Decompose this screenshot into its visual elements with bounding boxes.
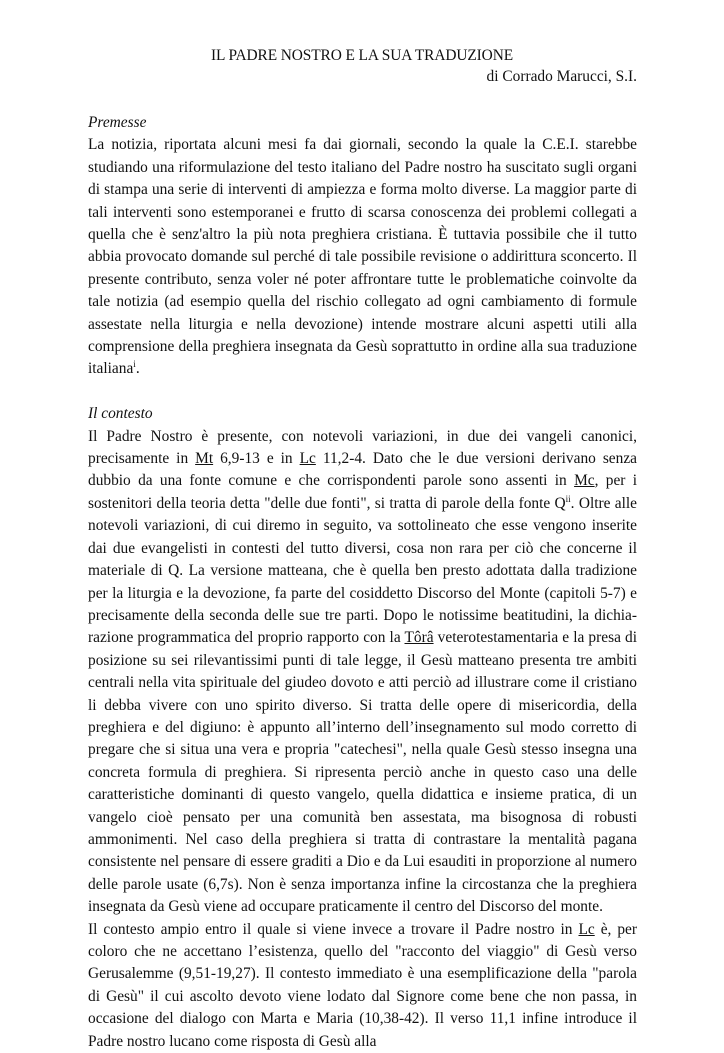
- paragraph-text: 11,2-4. Dato che le due versioni derivano senza dubbio da una fonte comune e che corrispondenti parole sono assenti in: [88, 450, 637, 490]
- document-body: [88, 112, 637, 1053]
- paragraph-contesto-2: [88, 919, 637, 1053]
- document-author: di Corrado Marucci, S.I.: [486, 68, 637, 85]
- ref-link-lc[interactable]: Lc: [578, 920, 595, 938]
- paragraph-text: . Oltre alle notevoli variazioni, di cui diremo in seguito, va sottolineato che esse vengono inserite dai due evangelisti in contesti del tutto diversi, cosa non rara per ciò che concerne il materiale di Q. La versione matteana, che è quella ben presto adottata dalla tradizione per la liturgia e la devozione, fa parte del cosiddetto Discorso del Monte (capitoli 5-7) e precisamente della seconda delle sue tre parti. Dopo le notissime beatitudini, la dichia-razione programmatica del proprio rapporto con la: [88, 494, 637, 647]
- paragraph-text: , per i sostenitori della teoria detta "delle due fonti", si tratta di parole della fonte Q: [88, 472, 637, 512]
- ref-link-mc[interactable]: Mc: [574, 472, 595, 490]
- ref-link-tora[interactable]: Tôrâ: [404, 629, 434, 647]
- paragraph-text: .: [135, 360, 140, 378]
- paragraph-contesto-1: [88, 426, 637, 919]
- paragraph-text: veterotestamentaria e la presa di posizione su sei rilevantissimi punti di tale legge, il Gesù matteano presenta tre ambiti centrali nella vita spirituale del giudeo dovoto e atti perciò ad illustrare come il cristiano li debba vivere con uno spirito diverso. Si tratta delle opere di misericordia, della preghiera e del digiuno: è appunto all’interno dell’insegnamento sul modo corretto di pregare che si situa una vera e propria "catechesi", nella quale Gesù stesso insegna una concreta formula di preghiera. Si ripresenta perciò anche in questo caso una delle caratteristiche dominanti di questo vangelo, quella didattica e insieme pratica, di un vangelo cioè pensato per una comunità ben assestata, ma bisognosa di robusti ammonimenti. Nel caso della preghiera si tratta di contrastare la mentalità pagana consistente nel pensare di essere graditi a Dio e da Lui esauditi in proporzione al numero delle parole usate (6,7s). Non è senza importanza infine la circostanza che la preghiera insegnata da Gesù viene ad occupare praticamente il centro del Discorso del monte.: [88, 629, 637, 916]
- ref-link-lc[interactable]: Lc: [299, 450, 316, 468]
- paragraph-text: La notizia, riportata alcuni mesi fa dai giornali, secondo la quale la C.E.I. starebbe studiando una riformulazione del testo italiano del Padre nostro ha suscitato sugli organi di stampa una serie di interventi di ampiezza e forma molto diverse. La maggior parte di tali interventi sono estemporanei e frutto di scarsa conoscenza dei problemi collegati a quella che è senz'altro la più nota preghiera cristiana. È tuttavia possibile che il tutto abbia provocato domande sul perché di tale possibile revisione o addirittura sconcerto. Il presente contributo, senza voler né poter affrontare tutte le problematiche coinvolte da tale notizia (ad esempio quella del rischio collegato ad ogni cambiamento di formule assestate nella liturgia e nella devozione) intende mostrare alcuni aspetti utili alla comprensione della preghiera insegnata da Gesù soprattutto in ordine alla sua traduzione italiana: [88, 136, 637, 378]
- section-heading-premesse: Premesse: [88, 114, 147, 131]
- paragraph-gap: [88, 381, 637, 403]
- paragraph-text: è, per coloro che ne accettano l’esistenza, quello del "racconto del viaggio" di Gesù verso Gerusalemme (9,51-19,27). Il contesto immediato è una esemplificazione della "parola di Gesù" il cui ascolto devoto viene lodato dal Signore come bene che non passa, in occasione del dialogo con Marta e Maria (10,38-42). Il verso 11,1 infine introduce il Padre nostro lucano come risposta di Gesù alla: [88, 920, 637, 1050]
- paragraph-text: 6,9-13 e in: [213, 450, 300, 468]
- footnote-ref-ii[interactable]: ii: [565, 493, 571, 504]
- ref-link-mt[interactable]: Mt: [195, 450, 214, 468]
- paragraph-text: Il Padre Nostro è presente, con notevoli variazioni, in due dei vangeli canonici, precisamente in: [88, 427, 637, 468]
- footnote-ref-i[interactable]: i: [133, 359, 136, 370]
- document-title: IL PADRE NOSTRO E LA SUA TRADUZIONE: [210, 47, 514, 64]
- paragraph-text: Il contesto ampio entro il quale si viene invece a trovare il Padre nostro in: [88, 920, 579, 938]
- section-heading-contesto: Il contesto: [88, 405, 153, 423]
- paragraph-premesse: [88, 134, 637, 380]
